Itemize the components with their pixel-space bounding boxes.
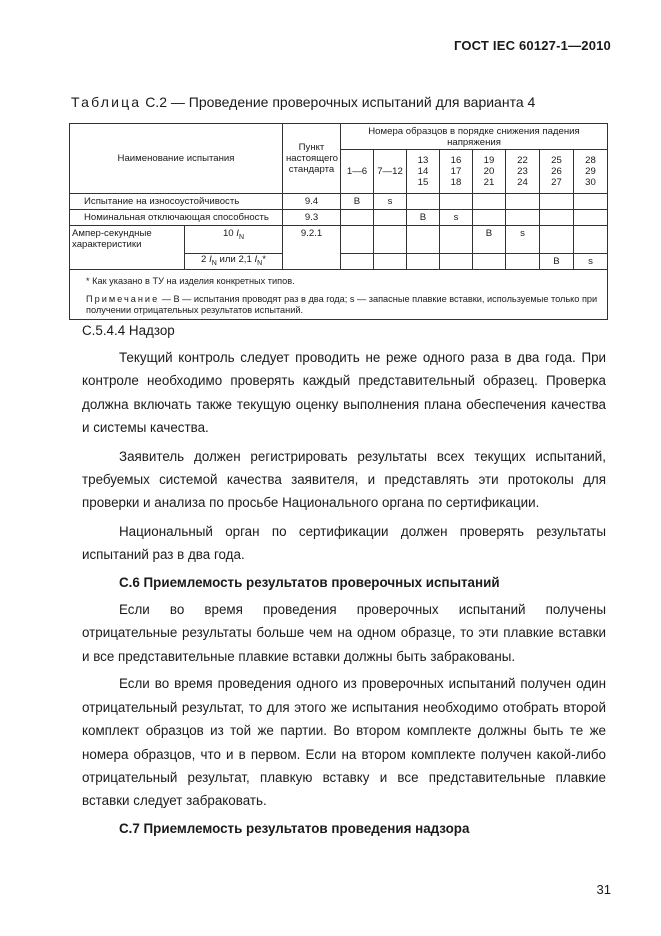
sample-col-3: 13 14 15 <box>407 150 440 194</box>
page-number: 31 <box>596 882 611 897</box>
cell: В <box>407 210 440 226</box>
sample-col-1: 1—6 <box>341 150 374 194</box>
row-current-2in <box>185 254 283 270</box>
table-caption <box>71 94 535 110</box>
cell <box>407 194 440 210</box>
current-symbol: I <box>254 254 258 266</box>
current-value: 10 <box>222 228 234 239</box>
note-text: — В — испытания проводят раз в два года; s — запасные плавкие вставки, используемые только при получении отрицательных результатов испытаний. <box>86 293 598 315</box>
sample-col-6: 22 23 24 <box>506 150 540 194</box>
paragraph: Текущий контроль следует проводить не реже одного раза в два года. При контроле необходимо проверять каждый представительный образец. Проверка должна включать также текущую оценку выполнения плана обеспечения качества и системы качества. <box>82 350 606 436</box>
table-row <box>70 210 608 226</box>
cell <box>407 226 440 254</box>
current-symbol: I <box>209 254 212 266</box>
body-text <box>82 346 606 840</box>
cell <box>440 254 473 270</box>
cell <box>540 226 574 254</box>
paragraph: Если во время проведения проверочных испытаний получены отрицательные результаты больше чем на одном образце, то эти плавкие вставки и все представительные плавкие вставки должны быть забракованы. <box>82 602 606 664</box>
cell <box>506 210 540 226</box>
cell <box>473 194 506 210</box>
cell <box>574 226 608 254</box>
header-test-name: Наименование испытания <box>70 124 283 194</box>
table-row <box>70 226 608 254</box>
row-breaking-capacity-name: Номинальная отключающая способность <box>70 210 283 226</box>
paragraph: Если во время проведения одного из проверочных испытаний получен один отрицательный результат, то для этого же испытания необходимо отобрать второй комплект образцов из той же партии. Во втором комплекте должны быть те же номера образцов, что и в первом. Если на втором комплекте получен какой-либо отрицательный результат, плавкую вставку и все представительные плавкие вставки следует забраковать. <box>82 676 606 809</box>
cell: s <box>574 254 608 270</box>
current-value: 2 <box>201 254 207 266</box>
cell <box>540 210 574 226</box>
cell <box>574 210 608 226</box>
current-subscript: N <box>238 233 245 241</box>
cell: s <box>506 226 540 254</box>
cell <box>440 226 473 254</box>
cell: s <box>374 194 407 210</box>
sample-col-4: 16 17 18 <box>440 150 473 194</box>
section-c6-heading: С.6 Приемлемость результатов проверочных испытаний <box>119 574 500 590</box>
table-note <box>74 294 603 317</box>
table-caption-prefix: Таблица <box>71 94 142 110</box>
sample-col-8: 28 29 30 <box>574 150 608 194</box>
row-time-current-clause: 9.2.1 <box>283 226 341 270</box>
cell <box>473 254 506 270</box>
cell: В <box>473 226 506 254</box>
cell <box>341 226 374 254</box>
cell <box>506 254 540 270</box>
cell <box>440 194 473 210</box>
paragraph: Заявитель должен регистрировать результаты всех текущих испытаний, требуемых системой качества заявителя, и представлять эти протоколы для проверки и анализа по просьбе Национального органа по сертификации. <box>82 448 606 511</box>
table-caption-number: С.2 <box>145 94 167 110</box>
cell: В <box>341 194 374 210</box>
row-time-current-name: Ампер-секундные характеристики <box>70 226 185 270</box>
table-footnote: * Как указано в ТУ на изделия конкретных типов. <box>86 276 295 286</box>
cell: s <box>440 210 473 226</box>
header-samples-group: Номера образцов в порядке снижения падения напряжения <box>341 124 608 150</box>
cell <box>407 254 440 270</box>
paragraph: Национальный орган по сертификации должен проверять результаты испытаний раз в два года. <box>82 523 606 563</box>
table-caption-title: — Проведение проверочных испытаний для варианта 4 <box>170 94 536 110</box>
cell <box>341 254 374 270</box>
section-c7-heading: С.7 Приемлемость результатов проведения надзора <box>119 820 470 836</box>
current-symbol: I <box>236 228 239 239</box>
cell: В <box>540 254 574 270</box>
tests-table <box>69 123 608 320</box>
sample-col-7: 25 26 27 <box>540 150 574 194</box>
cell <box>374 226 407 254</box>
cell <box>473 210 506 226</box>
sample-col-5: 19 20 21 <box>473 150 506 194</box>
row-wear-clause: 9.4 <box>283 194 341 210</box>
standard-code: ГОСТ IEC 60127-1—2010 <box>453 38 611 53</box>
cell <box>374 210 407 226</box>
cell <box>540 194 574 210</box>
table-row <box>70 194 608 210</box>
cell <box>374 254 407 270</box>
section-c544-heading: С.5.4.4 Надзор <box>82 323 175 338</box>
sample-col-2: 7—12 <box>374 150 407 194</box>
table-notes <box>70 270 608 320</box>
row-breaking-capacity-clause: 9.3 <box>283 210 341 226</box>
note-label: Примечание <box>86 293 160 304</box>
current-subscript: N <box>257 259 263 267</box>
current-subscript: N <box>211 259 217 267</box>
or-text: или 2,1 <box>219 254 252 266</box>
footnote-mark: * <box>262 254 266 266</box>
cell <box>506 194 540 210</box>
row-wear-test-name: Испытание на износоустойчивость <box>70 194 283 210</box>
cell <box>341 210 374 226</box>
cell <box>574 194 608 210</box>
header-clause: Пункт настоящего стандарта <box>283 124 341 194</box>
row-current-10in <box>185 226 283 254</box>
